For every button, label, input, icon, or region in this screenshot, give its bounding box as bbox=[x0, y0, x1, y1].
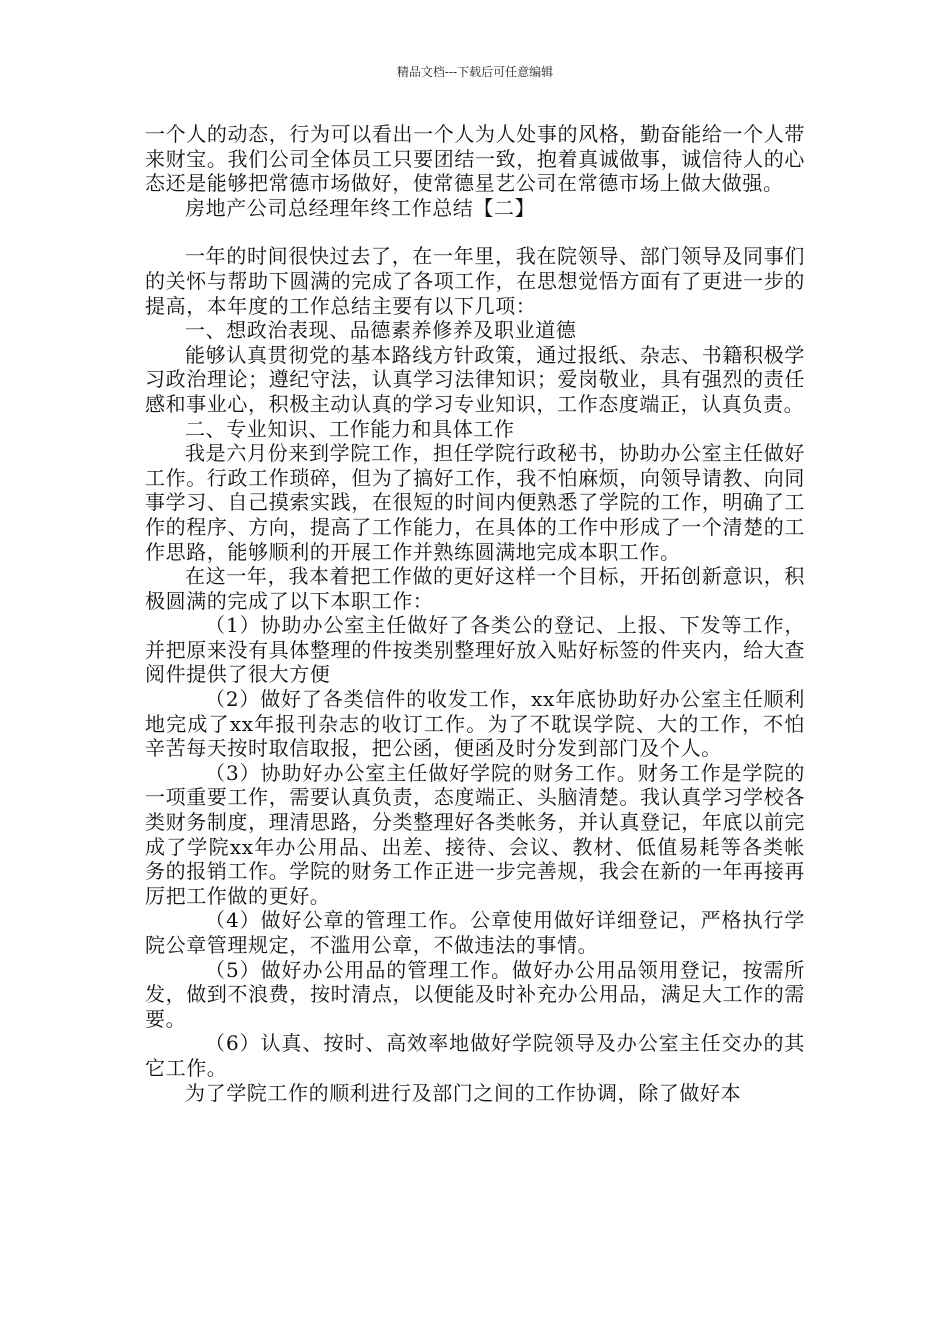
paragraph: 一个人的动态，行为可以看出一个人为人处事的风格，勤奋能给一个人带来财宝。我们公司全体员工只要团结一致，抱着真诚做事，诚信待人的心态还是能够把常德市场做好，使常德星艺公司在常德市场上做大做强。 bbox=[145, 122, 805, 196]
section-title: 房地产公司总经理年终工作总结【二】 bbox=[185, 195, 536, 220]
paragraph: 一年的时间很快过去了，在一年里，我在院领导、部门领导及同事们的关怀与帮助下圆满的完成了各项工作，在思想觉悟方面有了更进一步的提高，本年度的工作总结主要有以下几项： bbox=[145, 244, 805, 318]
blank-line bbox=[145, 220, 805, 244]
page-header: 精品文档---下载后可任意编辑 bbox=[396, 65, 554, 79]
section-heading: 二、专业知识、工作能力和具体工作 bbox=[185, 416, 515, 441]
section-heading: 一、想政治表现、品德素养修养及职业道德 bbox=[185, 318, 577, 343]
list-item: （3）协助好办公室主任做好学院的财务工作。财务工作是学院的一项重要工作，需要认真负责，态度端正、头脑清楚。我认真学习学校各类财务制度，理清思路，分类整理好各类帐务，并认真登记，年底以前完成了学院xx年办公用品、出差、接待、会议、教材、低值易耗等各类帐务的报销工作。学院的财务工作正进一步完善规，我会在新的一年再接再厉把工作做的更好。 bbox=[145, 760, 805, 908]
list-item: （6）认真、按时、高效率地做好学院领导及办公室主任交办的其它工作。 bbox=[145, 1031, 805, 1080]
paragraph: 我是六月份来到学院工作，担任学院行政秘书，协助办公室主任做好工作。行政工作琐碎，但为了搞好工作，我不怕麻烦，向领导请教、向同事学习、自己摸索实践，在很短的时间内便熟悉了学院的工作，明确了工作的程序、方向，提高了工作能力，在具体的工作中形成了一个清楚的工作思路，能够顺利的开展工作并熟练圆满地完成本职工作。 bbox=[145, 441, 805, 564]
list-item: （2）做好了各类信件的收发工作，xx年底协助好办公室主任顺利地完成了xx年报刊杂志的收订工作。为了不耽误学院、大的工作，不怕辛苦每天按时取信取报，把公函，便函及时分发到部门及个人。 bbox=[145, 687, 805, 761]
list-item: （5）做好办公用品的管理工作。做好办公用品领用登记，按需所发，做到不浪费，按时清点，以便能及时补充办公用品，满足大工作的需要。 bbox=[145, 957, 805, 1031]
paragraph: 在这一年，我本着把工作做的更好这样一个目标，开拓创新意识，积极圆满的完成了以下本职工作： bbox=[145, 564, 805, 613]
paragraph: 为了学院工作的顺利进行及部门之间的工作协调，除了做好本 bbox=[185, 1080, 742, 1105]
list-item: （4）做好公章的管理工作。公章使用做好详细登记，严格执行学院公章管理规定，不滥用公章，不做违法的事情。 bbox=[145, 908, 805, 957]
list-item: （1）协助办公室主任做好了各类公的登记、上报、下发等工作，并把原来没有具体整理的件按类别整理好放入贴好标签的件夹内，给大查阅件提供了很大方便 bbox=[145, 613, 805, 687]
document-body bbox=[145, 122, 805, 1105]
paragraph: 能够认真贯彻党的基本路线方针政策，通过报纸、杂志、书籍积极学习政治理论；遵纪守法，认真学习法律知识；爱岗敬业，具有强烈的责任感和事业心，积极主动认真的学习专业知识，工作态度端正，认真负责。 bbox=[145, 342, 805, 416]
